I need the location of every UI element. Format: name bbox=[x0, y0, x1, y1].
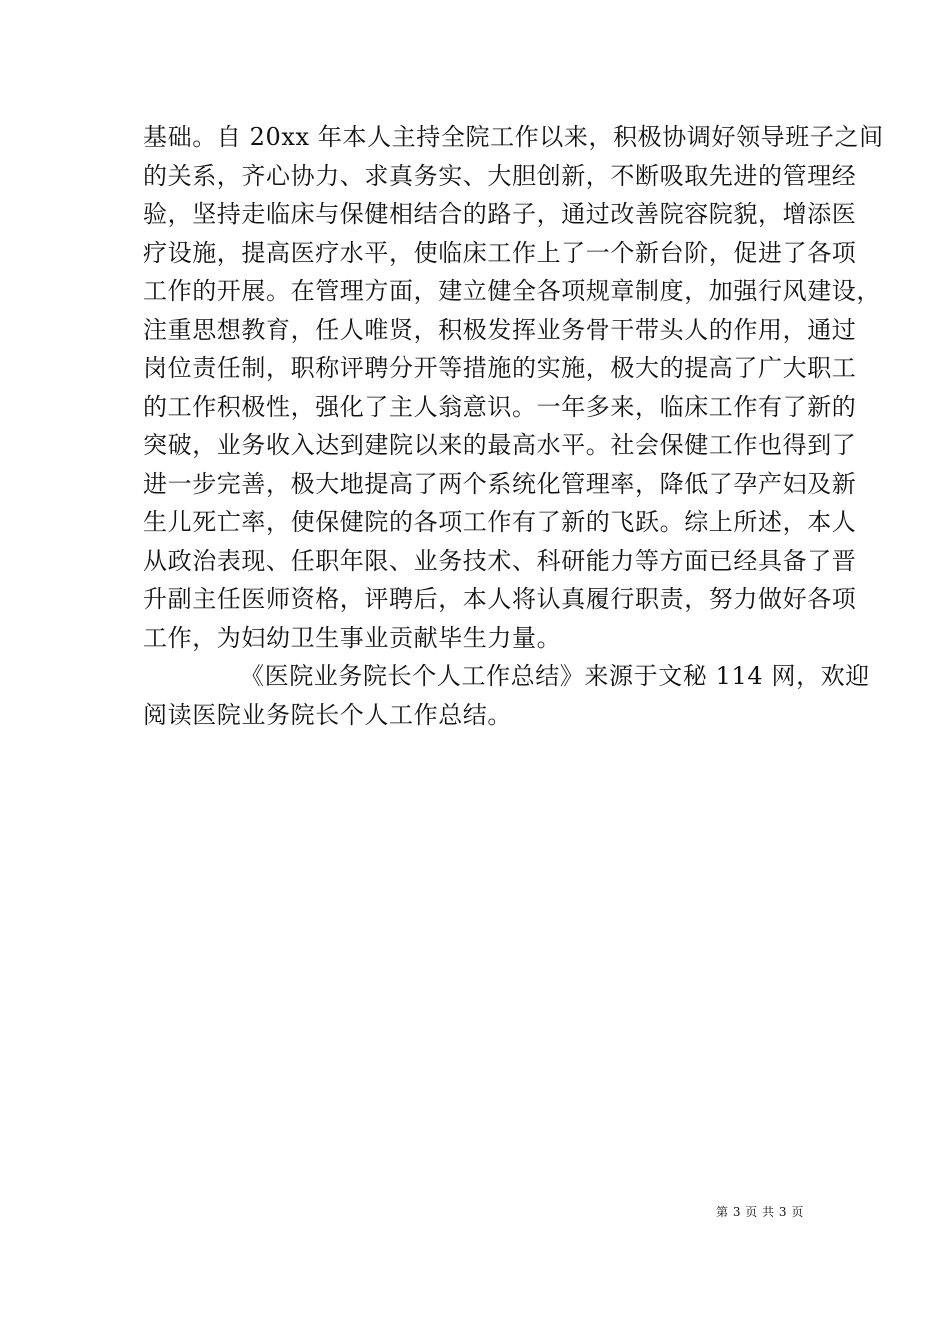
body-line: 从政治表现、任职年限、业务技术、科研能力等方面已经具备了晋 bbox=[143, 546, 857, 575]
body-line: 的工作积极性，强化了主人翁意识。一年多来，临床工作有了新的 bbox=[143, 392, 857, 421]
source-note-line: 阅读医院业务院长个人工作总结。 bbox=[143, 700, 512, 729]
body-line: 进一步完善，极大地提高了两个系统化管理率，降低了孕产妇及新 bbox=[143, 469, 857, 498]
body-line: 验，坚持走临床与保健相结合的路子，通过改善院容院貌，增添医 bbox=[143, 200, 857, 228]
source-note-line: 《医院业务院长个人工作总结》来源于文秘 114 网，欢迎 bbox=[240, 662, 870, 690]
body-line: 工作，为妇幼卫生事业贡献毕生力量。 bbox=[143, 623, 562, 652]
body-line: 岗位责任制，职称评聘分开等措施的实施，极大的提高了广大职工 bbox=[143, 354, 857, 382]
document-body bbox=[143, 118, 884, 734]
body-line: 升副主任医师资格，评聘后，本人将认真履行职责，努力做好各项 bbox=[143, 585, 857, 613]
page-footer: 第 3 页 共 3 页 bbox=[716, 1205, 804, 1219]
body-line: 的关系，齐心协力、求真务实、大胆创新，不断吸取先进的管理经 bbox=[143, 161, 857, 190]
body-line: 基础。自 20xx 年本人主持全院工作以来，积极协调好领导班子之间 bbox=[143, 123, 884, 151]
body-line: 疗设施，提高医疗水平，使临床工作上了一个新台阶，促进了各项 bbox=[143, 238, 857, 267]
body-line: 生儿死亡率，使保健院的各项工作有了新的飞跃。综上所述，本人 bbox=[143, 508, 857, 536]
body-line: 注重思想教育，任人唯贤，积极发挥业务骨干带头人的作用，通过 bbox=[143, 315, 857, 344]
body-line: 工作的开展。在管理方面，建立健全各项规章制度，加强行风建设， bbox=[143, 277, 881, 305]
body-line: 突破，业务收入达到建院以来的最高水平。社会保健工作也得到了 bbox=[143, 431, 857, 459]
